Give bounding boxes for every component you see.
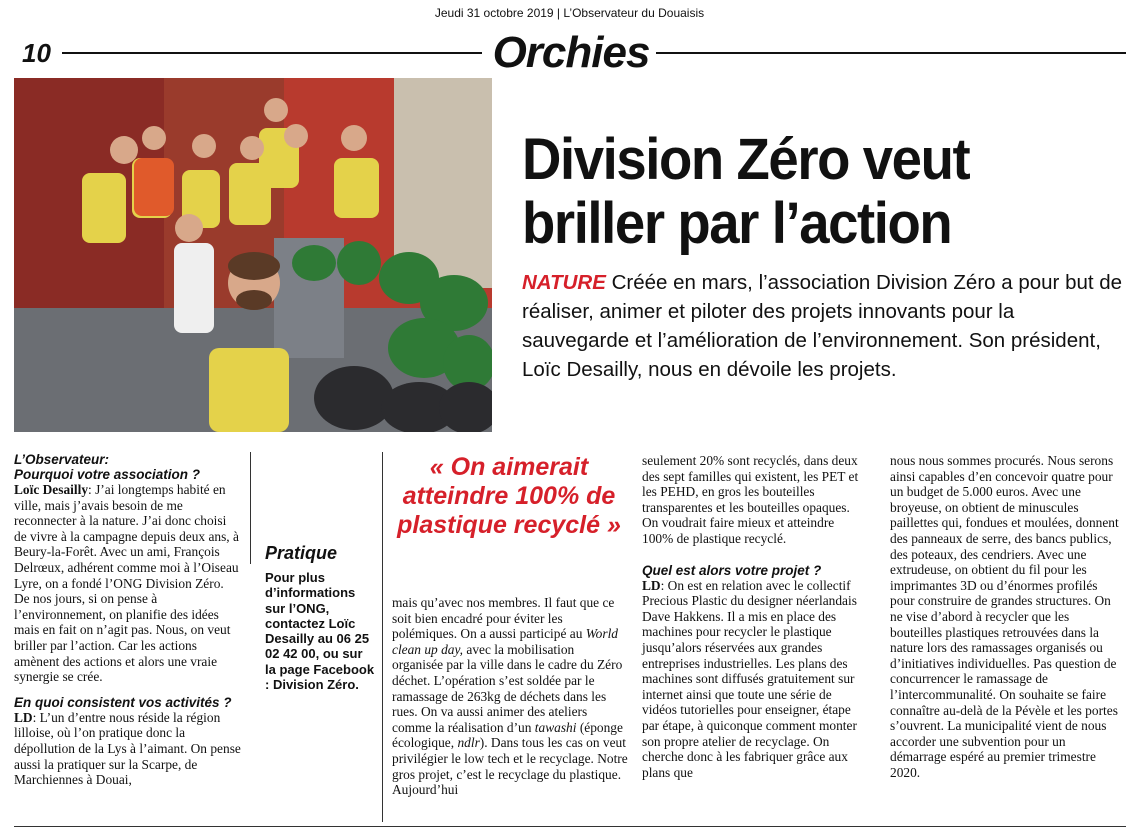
header-rule-right (656, 52, 1126, 54)
header-rule-left (62, 52, 482, 54)
page-number: 10 (22, 38, 51, 68)
answer-3: LD: On est en relation avec le collectif Precious Plastic du designer néerlandais Dave Hakkens. Il a mis en place des machines pour recycler le plastique jusqu’alors réservées aux grandes entreprises industrielles. Les plans des machines sont diffusés gratuitement sur internet ainsi que toute une série de vidéos tutorielles pour enseigner, étape par étape, à quiconque comment monter son propre atelier de recyclage. On cherche donc à les fabriquer grâce aux plans que (642, 577, 857, 780)
interviewer-label: L’Observateur: (14, 452, 110, 467)
paragraph: nous nous sommes procurés. Nous serons ainsi capables d’en concevoir quatre pour un budget de 5.000 euros. Avec une broyeuse, on obtient de minuscules paillettes qui, fondues et moulées, donnent des panneaux de serre, des bancs publics, des poteaux, des cendriers. Avec une extrudeuse, on obtient du fil pour les imprimantes 3D ou d’énormes profilés pour construire de grandes structures. On ne vise d’abord à recycler que les bouteilles plastiques retrouvées dans la nature lors des ramassages organisés ou d’initiatives individuelles. Pas question de concurrencer le ramassage de l’intercommunalité. On souhaite se faire connaître au-delà de la Pévèle et les portes s’ouvrent. La municipalité vient de nous accorder une subvention pour un démarrage espéré au premier trimestre 2020. (890, 453, 1119, 780)
column-5 (890, 453, 1124, 780)
standfirst-text: Créée en mars, l’association Division Zéro a pour but de réaliser, animer et piloter des projets innovants pour la sauvegarde et l’amélioration de l’environnement. Son président, Loïc Desailly, nous en dévoile les projets. (522, 271, 1123, 381)
column-divider (250, 452, 251, 564)
pull-quote: « On aimerait atteindre 100% de plastique recyclé » (397, 453, 621, 539)
section-title: Orchies (492, 28, 650, 77)
practical-body: Pour plus d’informations sur l’ONG, contactez Loïc Desailly au 06 25 02 42 00, ou sur la page Facebook : Division Zéro. (265, 570, 375, 693)
answer-2: LD: L’un d’entre nous réside la région lilloise, où l’on pratique donc la dépollution de la Lys à l’aimant. On pense aussi la pratiquer sur la Scarpe, de Marchiennes à Douai, (14, 709, 241, 788)
standfirst (522, 268, 1124, 384)
question-1: Pourquoi votre association ? (14, 467, 201, 482)
speaker: LD (642, 577, 661, 593)
article-photo (14, 78, 492, 432)
question-3: Quel est alors votre projet ? (642, 562, 822, 578)
speaker: LD (14, 709, 33, 725)
kicker: NATURE (522, 271, 606, 294)
practical-info-box (265, 543, 375, 692)
headline: Division Zéro veut briller par l’action (522, 127, 970, 256)
bottom-rule (14, 826, 1126, 827)
answer-1: Loïc Desailly: J’ai longtemps habité en ville, mais j’avais besoin de me reconnecter à la nature. J’ai donc choisi de vivre à la campagne depuis deux ans, à Beury-la-Forêt. Avec un ami, François Delrœux, adhérent comme moi à l’Oiseau Lyre, on a fondé l’ONG Division Zéro. De nos jours, si on pense à l’environnement, on planifie des idées mais en fait on n’agit pas. Nous, on veut briller par l’action. Car les actions amènent des actions et alors une vraie synergie se crée. (14, 482, 239, 685)
column-1 (14, 452, 242, 788)
practical-title: Pratique (265, 543, 338, 563)
speaker: Loïc Desailly (14, 482, 89, 497)
dateline: Jeudi 31 octobre 2019 | L’Observateur du Douaisis (434, 6, 705, 20)
question-2: En quoi consistent vos activités ? (14, 694, 232, 710)
column-4 (642, 453, 866, 780)
paragraph: seulement 20% sont recyclés, dans deux des sept familles qui existent, les PET et les PEHD, en gros les bouteilles transparentes et les bouteilles opaques. On voudrait faire mieux et atteindre 100% de plastique recyclé. (642, 453, 859, 546)
column-3: mais qu’avec nos membres. Il faut que ce soit bien encadré pour éviter les polémiques. On a aussi participé au World clean up day, avec la mobilisation organisée par la ville dans le cadre du Zéro déchet. L’opération s’est soldée par le ramassage de 263kg de déchets dans les rues. On va aussi animer des ateliers comme la réalisation d’un tawashi (éponge écologique, ndlr). Dans tous les cas on veut privilégier le low tech et le recyclage. Notre gros projet, c’est le recyclage du plastique. Aujourd’hui (392, 595, 628, 798)
column-divider (382, 452, 383, 822)
